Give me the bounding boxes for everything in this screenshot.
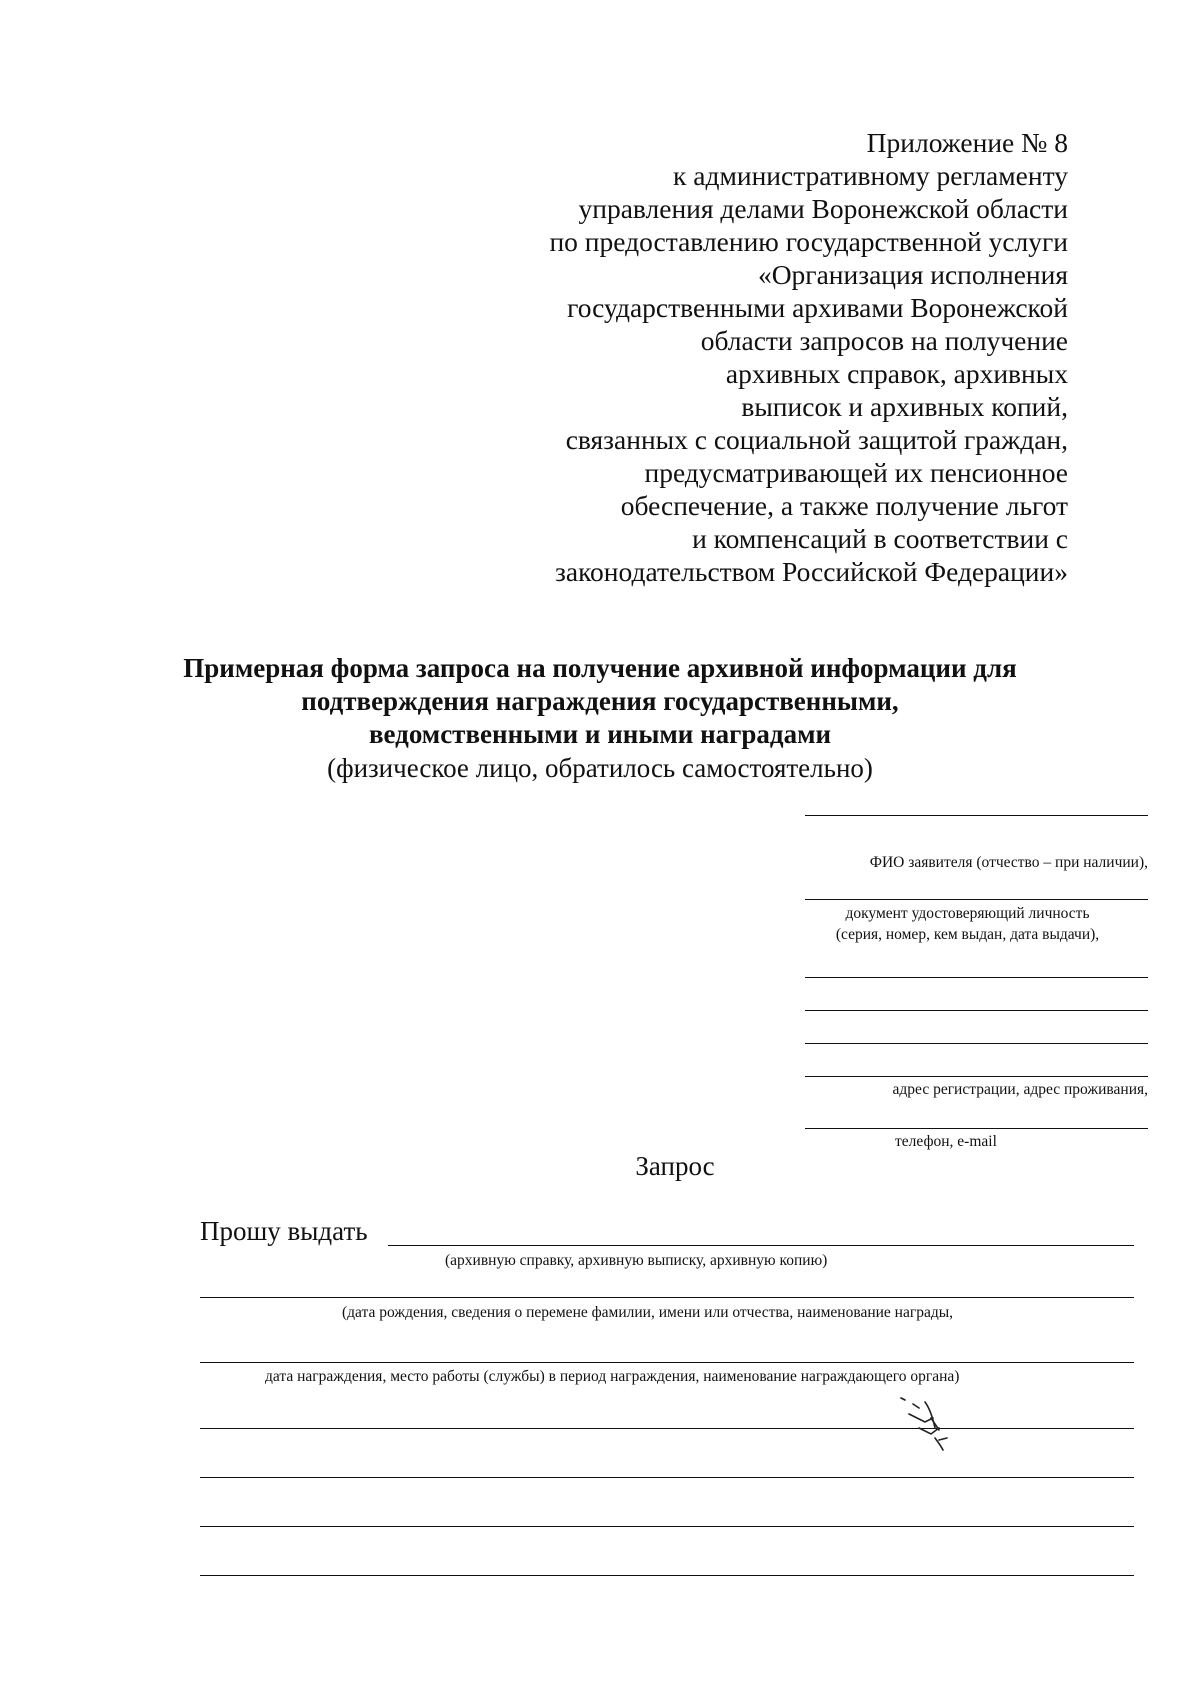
appendix-line: и компенсаций в соответствии с — [692, 523, 1068, 554]
contacts-field-line[interactable] — [805, 1128, 1148, 1129]
details-field-line[interactable] — [200, 1477, 1134, 1478]
appendix-line: Приложение № 8 — [866, 127, 1068, 158]
details-field-line[interactable] — [200, 1428, 1134, 1429]
form-title-line: подтверждения награждения государственными, — [301, 686, 899, 716]
address-field-line[interactable] — [805, 977, 1148, 978]
appendix-line: архивных справок, архивных — [725, 358, 1068, 389]
appendix-line: выписок и архивных копий, — [741, 391, 1068, 422]
appendix-line: предусматривающей их пенсионное — [644, 457, 1068, 488]
appendix-line: управления делами Воронежской области — [578, 193, 1068, 224]
appendix-line: связанных с социальной защитой граждан, — [565, 424, 1068, 455]
appendix-line: «Организация исполнения — [757, 259, 1068, 290]
appendix-line: обеспечение, а также получение льгот — [620, 490, 1068, 521]
fio-caption: ФИО заявителя (отчество – при наличии), — [869, 854, 1148, 871]
details-caption: дата награждения, место работы (службы) в период награждения, наименование награждающего органа) — [265, 1368, 960, 1385]
details-field-line[interactable] — [200, 1575, 1134, 1576]
appendix-line: законодательством Российской Федерации» — [555, 556, 1068, 587]
document-field-line[interactable] — [805, 899, 1148, 900]
request-heading: Запрос — [635, 1151, 715, 1181]
handwritten-initials-mark — [895, 1388, 975, 1468]
form-title-line: ведомственными и иными наградами — [368, 719, 832, 749]
form-title — [150, 652, 1050, 751]
document-caption-line: (серия, номер, кем выдан, дата выдачи), — [835, 926, 1100, 943]
contacts-caption: телефон, e-mail — [895, 1133, 997, 1150]
document-type-caption: (архивную справку, архивную выписку, архивную копию) — [445, 1252, 828, 1269]
document-caption — [805, 903, 1130, 945]
appendix-line: государственными архивами Воронежской — [567, 292, 1068, 323]
details-field-line[interactable] — [200, 1526, 1134, 1527]
address-caption: адрес регистрации, адрес проживания, — [892, 1081, 1148, 1098]
details-caption: (дата рождения, сведения о перемене фамилии, имени или отчества, наименование награды, — [342, 1304, 954, 1321]
address-field-line[interactable] — [805, 1043, 1148, 1044]
appendix-header — [468, 126, 1068, 588]
form-title-line: Примерная форма запроса на получение архивной информации для — [183, 653, 1017, 683]
request-label: Прошу выдать — [200, 1216, 368, 1246]
appendix-line: области запросов на получение — [700, 325, 1068, 356]
details-field-line[interactable] — [200, 1297, 1134, 1298]
address-field-line[interactable] — [805, 1076, 1148, 1077]
details-field-line[interactable] — [200, 1362, 1134, 1363]
address-field-line[interactable] — [805, 1010, 1148, 1011]
appendix-line: к административному регламенту — [673, 160, 1068, 191]
form-subtitle: (физическое лицо, обратилось самостоятельно) — [327, 753, 873, 783]
fio-field-line[interactable] — [805, 815, 1148, 816]
document-type-field-line[interactable] — [388, 1245, 1134, 1246]
appendix-line: по предоставлению государственной услуги — [549, 226, 1068, 257]
document-caption-line: документ удостоверяющий личность — [845, 905, 1090, 922]
